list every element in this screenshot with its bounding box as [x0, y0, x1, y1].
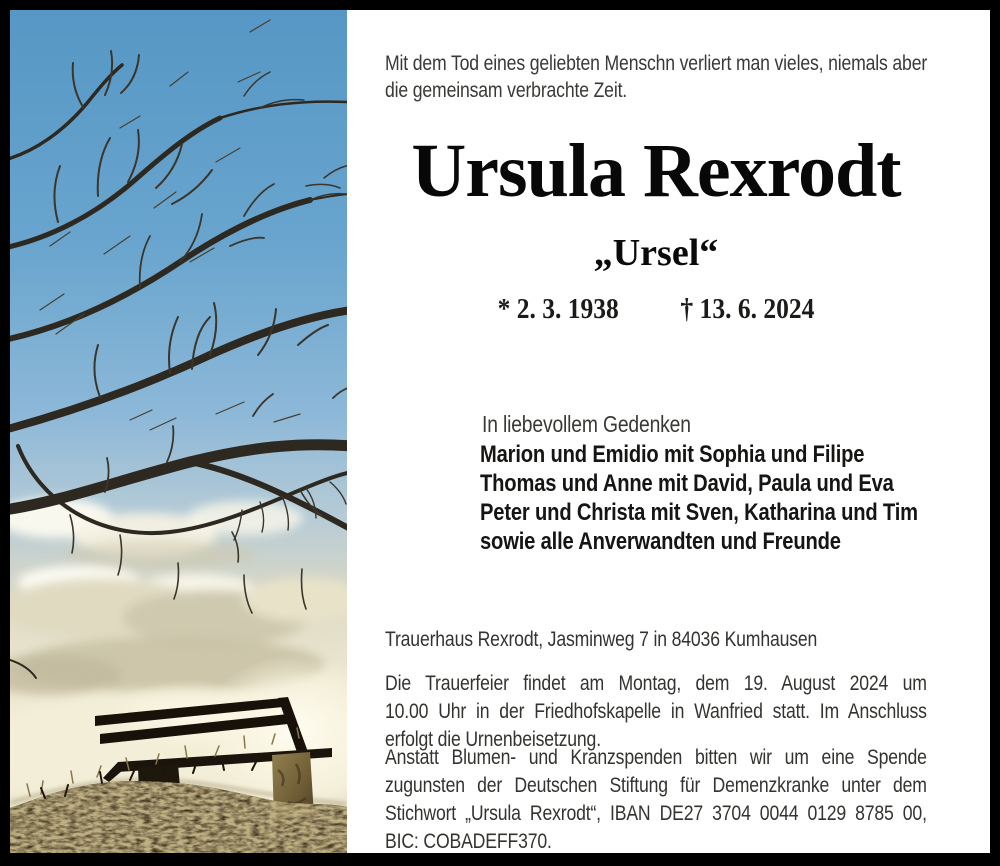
life-dates: [418, 293, 895, 326]
birth-date: * 2. 3. 1938: [497, 293, 619, 325]
nickname: „Ursel“: [593, 232, 719, 274]
mourner-line: Thomas und Anne mit David, Paula und Eva: [480, 470, 894, 497]
memorial-intro: In liebevollem Gedenken: [482, 411, 691, 437]
funeral-info-line: erfolgt die Urnenbeisetzung.: [385, 728, 601, 751]
death-date: † 13. 6. 2024: [680, 293, 815, 325]
donation-info-line: zugunsten der Deutschen Stiftung für Demenzkranke unter dem: [385, 774, 927, 797]
mourner-line: Marion und Emidio mit Sophia und Filipe: [480, 441, 865, 468]
funeral-info-line: Die Trauerfeier findet am Montag, dem 19. August 2024 um: [385, 672, 927, 695]
mourners-list: [480, 440, 990, 556]
donation-info-line: BIC: COBADEFF370.: [385, 830, 552, 853]
epigraph-line: die gemeinsam verbrachte Zeit.: [385, 79, 628, 102]
notice-sheet: [10, 10, 990, 853]
epigraph-line: Mit dem Tod eines geliebten Menschn verliert man vieles, niemals aber: [385, 52, 928, 75]
funeral-home-address: Trauerhaus Rexrodt, Jasminweg 7 in 84036 Kumhausen: [385, 628, 818, 651]
deceased-name: Ursula Rexrodt: [411, 129, 901, 213]
epigraph: [385, 50, 990, 104]
donation-info-line: Stichwort „Ursula Rexrodt“, IBAN DE27 3704 0044 0129 8785 00,: [385, 802, 927, 825]
mourner-line: sowie alle Anverwandten und Freunde: [480, 528, 841, 555]
bench-under-bare-tree-illustration: [10, 10, 347, 853]
donation-info-paragraph: [385, 744, 990, 853]
funeral-info-paragraph: [385, 670, 990, 754]
memorial-photo: [10, 10, 347, 853]
donation-info-line: Anstatt Blumen- und Kranzspenden bitten wir um eine Spende: [385, 746, 927, 769]
funeral-info-line: 10.00 Uhr in der Friedhofskapelle in Wanfried statt. Im Anschluss: [385, 700, 927, 723]
mourner-line: Peter und Christa mit Sven, Katharina und Tim: [480, 499, 918, 526]
notice-text-column: [347, 10, 990, 853]
